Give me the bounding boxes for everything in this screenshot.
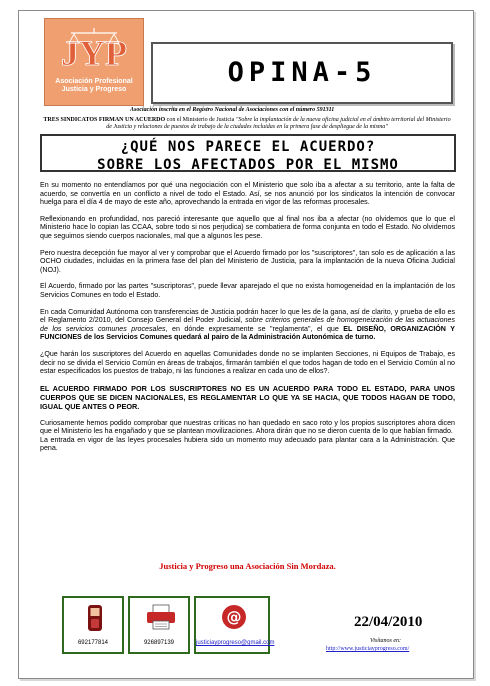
paragraph-6: ¿Que harán los suscriptores del Acuerdo en aquellas Comunidades donde no se implanten Secciones, ni Equipos de Trabajo, es decir no se divida el Servicio Común en áreas de trabajos, firmarán también el que todos hagan de todo en el Servicio Común al no estar especificados los puestos de trabajo, ni las funciones a realizar en cada uno de ellos?. bbox=[40, 349, 455, 376]
email-box bbox=[194, 596, 275, 654]
fax-number: 926897139 bbox=[143, 640, 175, 646]
paragraph-1: En su momento no entendíamos por qué una negociación con el Ministerio que solo iba a afectar a su territorio, ante la falta de acuerdo, se convertía en un conflicto a nivel de todo el Estado. Así, se nos anunció por los sindicatos la intención de convocar huelga para el día 4 de mayo de este año, aprovechando la entrada en vigor de las reformas procesales. bbox=[40, 181, 455, 207]
fax-icon bbox=[146, 604, 176, 630]
association-logo bbox=[44, 18, 144, 106]
fax-box bbox=[128, 596, 190, 654]
paragraph-4: El Acuerdo, firmado por las partes "suscriptoras", puede llevar aparejado el que no exista homogeneidad en la implantación de los Servicios Comunes en todo el Estado. bbox=[40, 282, 455, 299]
paragraph-7: EL ACUERDO FIRMADO POR LOS SUSCRIPTORES NO ES UN ACUERDO PARA TODO EL ESTADO, PARA UNOS CUERPOS QUE SE DICEN NACIONALES, ES REGLAMENTAR LO QUE YA SE HACIA, QUE TODOS HAGAN DE TODO, IGUAL QUE ANTES O PEOR. bbox=[40, 383, 455, 411]
title-box bbox=[151, 42, 453, 104]
registration-note: Asociación inscrita en el Registro Nacional de Asociaciones con el número 591311 bbox=[130, 107, 335, 113]
email-link[interactable]: justiciayprogreso@gmail.com bbox=[196, 640, 275, 646]
logo-name-line1: Asociación Profesional bbox=[55, 78, 133, 85]
headline-line2: SOBRE LOS AFECTADOS POR EL MISMO bbox=[97, 157, 399, 173]
svg-text:JYP: JYP bbox=[61, 33, 127, 73]
paragraph-5-part-a: En cada Comunidad Autónoma con transferencias de Justicia podrán hacer lo que les de la gana, así de clarito, y prueba de ello es el Reglamento 2/2010, del Consejo General del Poder Judicial, bbox=[40, 307, 455, 325]
phone-box bbox=[62, 596, 124, 654]
website-link[interactable]: http://www.justiciayprogreso.com/ bbox=[326, 646, 410, 652]
paragraph-2: Reflexionando en profundidad, nos pareció interesante que aquello que al final nos iba a afectar (no olvidemos que lo que el Ministerio hace lo copian las CCAA, sobre todo si nos perjudica) se combatiera de forma conjunta en todo el Estado. No olvidemos que seguimos siendo cuerpos nacionales, mal que a algunos les pese. bbox=[40, 214, 455, 240]
subheading-quote: "Sobre la implantación de la nueva oficina judicial en el ámbito territorial del Ministerio de Justicia y relaciones de puestos de trabajo de la ciudades incluidas en la primera fase de despliegue de la misma" bbox=[106, 117, 451, 130]
svg-text:@: @ bbox=[226, 608, 242, 626]
subheading-lead: TRES SINDICATOS FIRMAN UN ACUERDO bbox=[43, 117, 166, 123]
paragraph-5-part-d: EL DISEÑO, ORGANIZACIÓN Y FUNCIONES de los Servicios Comunes quedará al pairo de la Administración Autonómica de turno. bbox=[40, 324, 456, 342]
headline-line1: ¿QUÉ NOS PARECE EL ACUERDO? bbox=[120, 139, 376, 155]
paragraph-8: Curiosamente hemos podido comprobar que nuestras críticas no han quedado en saco roto y los propios suscriptores ahora dicen que el Ministerio les ha engañado y que se plantean movilizaciones. Ahora dirán que no se dieron cuenta de lo que habían firmado. bbox=[40, 418, 455, 436]
slogan: Justicia y Progreso una Asociación Sin Mordaza. bbox=[159, 561, 336, 571]
headline-box bbox=[40, 134, 456, 172]
scales-of-justice-icon bbox=[61, 25, 127, 77]
page-title: OPINA-5 bbox=[227, 57, 377, 88]
mobile-phone-icon bbox=[86, 604, 104, 632]
issue-date: 22/04/2010 bbox=[354, 614, 423, 630]
paragraph-5-part-b: sobre criterios generales de homogeneización de las actuaciones de los servicios comunes procesales bbox=[40, 316, 456, 333]
at-sign-icon bbox=[221, 604, 247, 630]
subheading-rest: con el Ministerio de Justicia bbox=[165, 117, 236, 123]
paragraph-9: La entrada en vigor de las leyes procesales hubiera sido un momento muy adecuado para plantar cara a la Administración. Que pena. bbox=[40, 435, 455, 453]
logo-name-line2: Justicia y Progreso bbox=[61, 86, 127, 93]
subheading bbox=[40, 117, 454, 131]
paragraph-3: Pero nuestra decepción fue mayor al ver y comprobar que el Acuerdo firmado por los "suscriptores", tan solo es de aplicación a las OCHO ciudades, incluidas en la primera fase del plan del Ministerio de Justicia, para la implantación de la nueva Oficina Judicial (NOJ). bbox=[40, 248, 455, 274]
visit-label: Visítanos en: bbox=[370, 638, 402, 644]
article-body bbox=[40, 181, 455, 461]
paragraph-5 bbox=[40, 308, 455, 342]
phone-number: 692177814 bbox=[77, 640, 109, 646]
paragraph-5-part-c: , en dónde expresamente se "reglamenta", el que bbox=[165, 324, 344, 333]
